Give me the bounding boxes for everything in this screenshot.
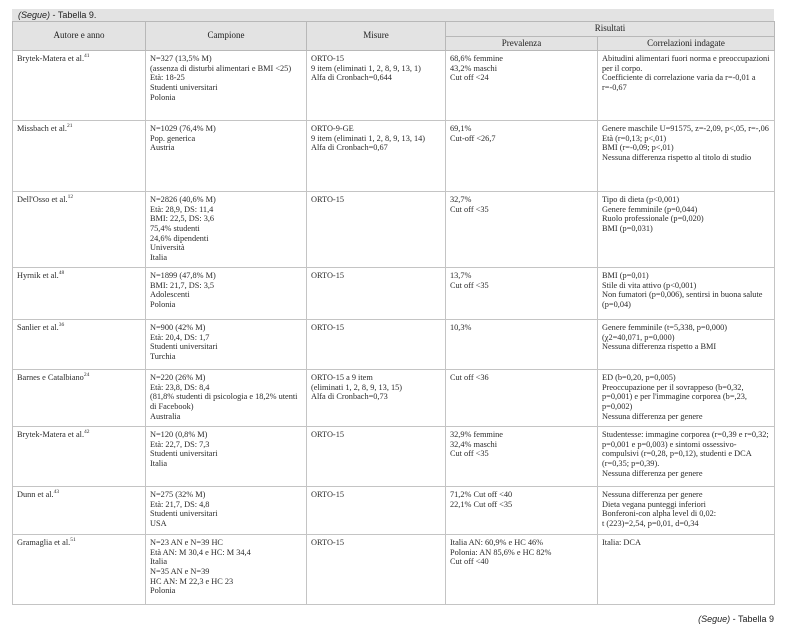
reference-number: 51 [70, 537, 76, 544]
cell-correlations: ED (b=0,20, p=0,005) Preoccupazione per il sovrappeso (b=0,32, p=0,001) e per l'immagine corporea (b=,23, p=0,002) Nessuna differenza per genere [598, 370, 775, 427]
header-measures: Misure [307, 22, 446, 51]
segue-label: (Segue) [18, 10, 51, 20]
reference-number: 24 [83, 372, 90, 379]
cell-author: Brytek-Matera et al.$^{41}$ [13, 51, 146, 121]
cell-author: Gramaglia et al.$^{51}$ [13, 535, 146, 605]
cell-measures: ORTO-9-GE 9 item (eliminati 1, 2, 8, 9, 13, 14) Alfa di Cronbach=0,67 [307, 121, 446, 192]
cell-correlations: Abitudini alimentari fuori norma e preoccupazioni per il corpo. Coefficiente di correlazione varia da r=-0,01 a r=-0,67 [598, 51, 775, 121]
cell-measures: ORTO-15 9 item (eliminati 1, 2, 8, 9, 13, 1) Alfa di Cronbach=0,644 [307, 51, 446, 121]
cell-sample: N=2826 (40,6% M) Età: 28,9, DS: 11,4 BMI: 22,5, DS: 3,6 75,4% studenti 24,6% dipendenti Università Italia [146, 192, 307, 268]
reference-number: 43 [53, 489, 60, 496]
header-author: Autore e anno [13, 22, 146, 51]
table-row [13, 487, 775, 535]
cell-sample: N=1029 (76,4% M) Pop. generica Austria [146, 121, 307, 192]
reference-number: 36 [58, 322, 65, 329]
cell-correlations: Italia: DCA [598, 535, 775, 605]
cell-correlations: Tipo di dieta (p<0,001) Genere femminile (p=0,044) Ruolo professionale (p=0,020) BMI (p=0,031) [598, 192, 775, 268]
cell-author: Dunn et al.$^{43}$ [13, 487, 146, 535]
cell-prevalence: 13,7% Cut off <35 [446, 268, 598, 320]
cell-measures: ORTO-15 [307, 487, 446, 535]
cell-prevalence: Cut off <36 [446, 370, 598, 427]
cell-prevalence: 71,2% Cut off <40 22,1% Cut off <35 [446, 487, 598, 535]
cell-prevalence: 10,3% [446, 320, 598, 370]
cell-author: Hyrnik et al.$^{48}$ [13, 268, 146, 320]
table-row [13, 268, 775, 320]
header-prevalence: Prevalenza [446, 36, 598, 51]
cell-sample: N=23 AN e N=39 HC Età AN: M 30,4 e HC: M 34,4 Italia N=35 AN e N=39 HC AN: M 22,3 e HC 23 Polonia [146, 535, 307, 605]
cell-sample: N=220 (26% M) Età: 23,8, DS: 8,4 (81,8% studenti di psicologia e 18,2% utenti di Facebook) Australia [146, 370, 307, 427]
cell-prevalence: 32,9% femmine 32,4% maschi Cut off <35 [446, 427, 598, 487]
table-row [13, 535, 775, 605]
reference-number: 21 [67, 123, 73, 130]
results-table [12, 21, 775, 605]
reference-number: 41 [84, 53, 90, 60]
cell-author: Missbach et al.$^{21}$ [13, 121, 146, 192]
cell-author: Dell'Osso et al.$^{12}$ [13, 192, 146, 268]
cell-measures: ORTO-15 [307, 320, 446, 370]
table-title: - Tabella 9 [730, 614, 774, 624]
cell-correlations: Genere femminile (t=5,338, p=0,000) (χ2=40,071, p=0,000) Nessuna differenza rispetto a BMI [598, 320, 775, 370]
cell-sample: N=120 (0,8% M) Età: 22,7, DS: 7,3 Studenti universitari Italia [146, 427, 307, 487]
reference-number: 12 [67, 194, 74, 201]
cell-sample: N=327 (13,5% M) (assenza di disturbi alimentari e BMI <25) Età: 18-25 Studenti universitari Polonia [146, 51, 307, 121]
cell-sample: N=900 (42% M) Età: 20,4, DS: 1,7 Studenti universitari Turchia [146, 320, 307, 370]
header-sample: Campione [146, 22, 307, 51]
cell-correlations: Nessuna differenza per genere Dieta vegana punteggi inferiori Bonferoni-con alpha level di 0,02: t (223)=2,54, p=0,01, d=0,34 [598, 487, 775, 535]
header-results: Risultati [446, 22, 775, 37]
cell-measures: ORTO-15 [307, 427, 446, 487]
cell-prevalence: 69,1% Cut-off <26,7 [446, 121, 598, 192]
reference-number: 42 [84, 429, 90, 436]
cell-prevalence: 32,7% Cut off <35 [446, 192, 598, 268]
table-row [13, 121, 775, 192]
cell-sample: N=1899 (47,8% M) BMI: 21,7, DS: 3,5 Adolescenti Polonia [146, 268, 307, 320]
cell-author: Barnes e Catalbiano$^{24}$ [13, 370, 146, 427]
header-correlations: Correlazioni indagate [598, 36, 775, 51]
table-caption-bottom [698, 614, 774, 624]
cell-correlations: Studentesse: immagine corporea (r=0,39 e r=0,32; p=0,001 e p=0,003) e sintomi ossessivo-compulsivi (r=0,28, p=0,12), studenti e DCA (r=0,35; p=0,39). Nessuna differenza per genere [598, 427, 775, 487]
cell-author: Sanlier et al.$^{36}$ [13, 320, 146, 370]
cell-sample: N=275 (32% M) Età: 21,7, DS: 4,8 Studenti universitari USA [146, 487, 307, 535]
cell-measures: ORTO-15 a 9 item (eliminati 1, 2, 8, 9, 13, 15) Alfa di Cronbach=0,73 [307, 370, 446, 427]
cell-measures: ORTO-15 [307, 535, 446, 605]
table-row [13, 51, 775, 121]
cell-measures: ORTO-15 [307, 268, 446, 320]
table-caption-top [12, 9, 774, 21]
table-row [13, 192, 775, 268]
table-row [13, 320, 775, 370]
table-title: - Tabella 9. [50, 10, 97, 20]
table-row [13, 427, 775, 487]
cell-correlations: BMI (p=0,01) Stile di vita attivo (p<0,001) Non fumatori (p=0,006), sentirsi in buona salute (p=0,04) [598, 268, 775, 320]
reference-number: 48 [58, 270, 65, 277]
cell-correlations: Genere maschile U=91575, z=-2,09, p<,05, r=-,06 Età (r=0,13; p<,01) BMI (r=-0,09; p<,01) Nessuna differenza rispetto al titolo di studio [598, 121, 775, 192]
table-row [13, 370, 775, 427]
cell-author: Brytek-Matera et al.$^{42}$ [13, 427, 146, 487]
cell-prevalence: Italia AN: 60,9% e HC 46% Polonia: AN 85,6% e HC 82% Cut off <40 [446, 535, 598, 605]
cell-measures: ORTO-15 [307, 192, 446, 268]
cell-prevalence: 68,6% femmine 43,2% maschi Cut off <24 [446, 51, 598, 121]
segue-label: (Segue) [698, 614, 731, 624]
